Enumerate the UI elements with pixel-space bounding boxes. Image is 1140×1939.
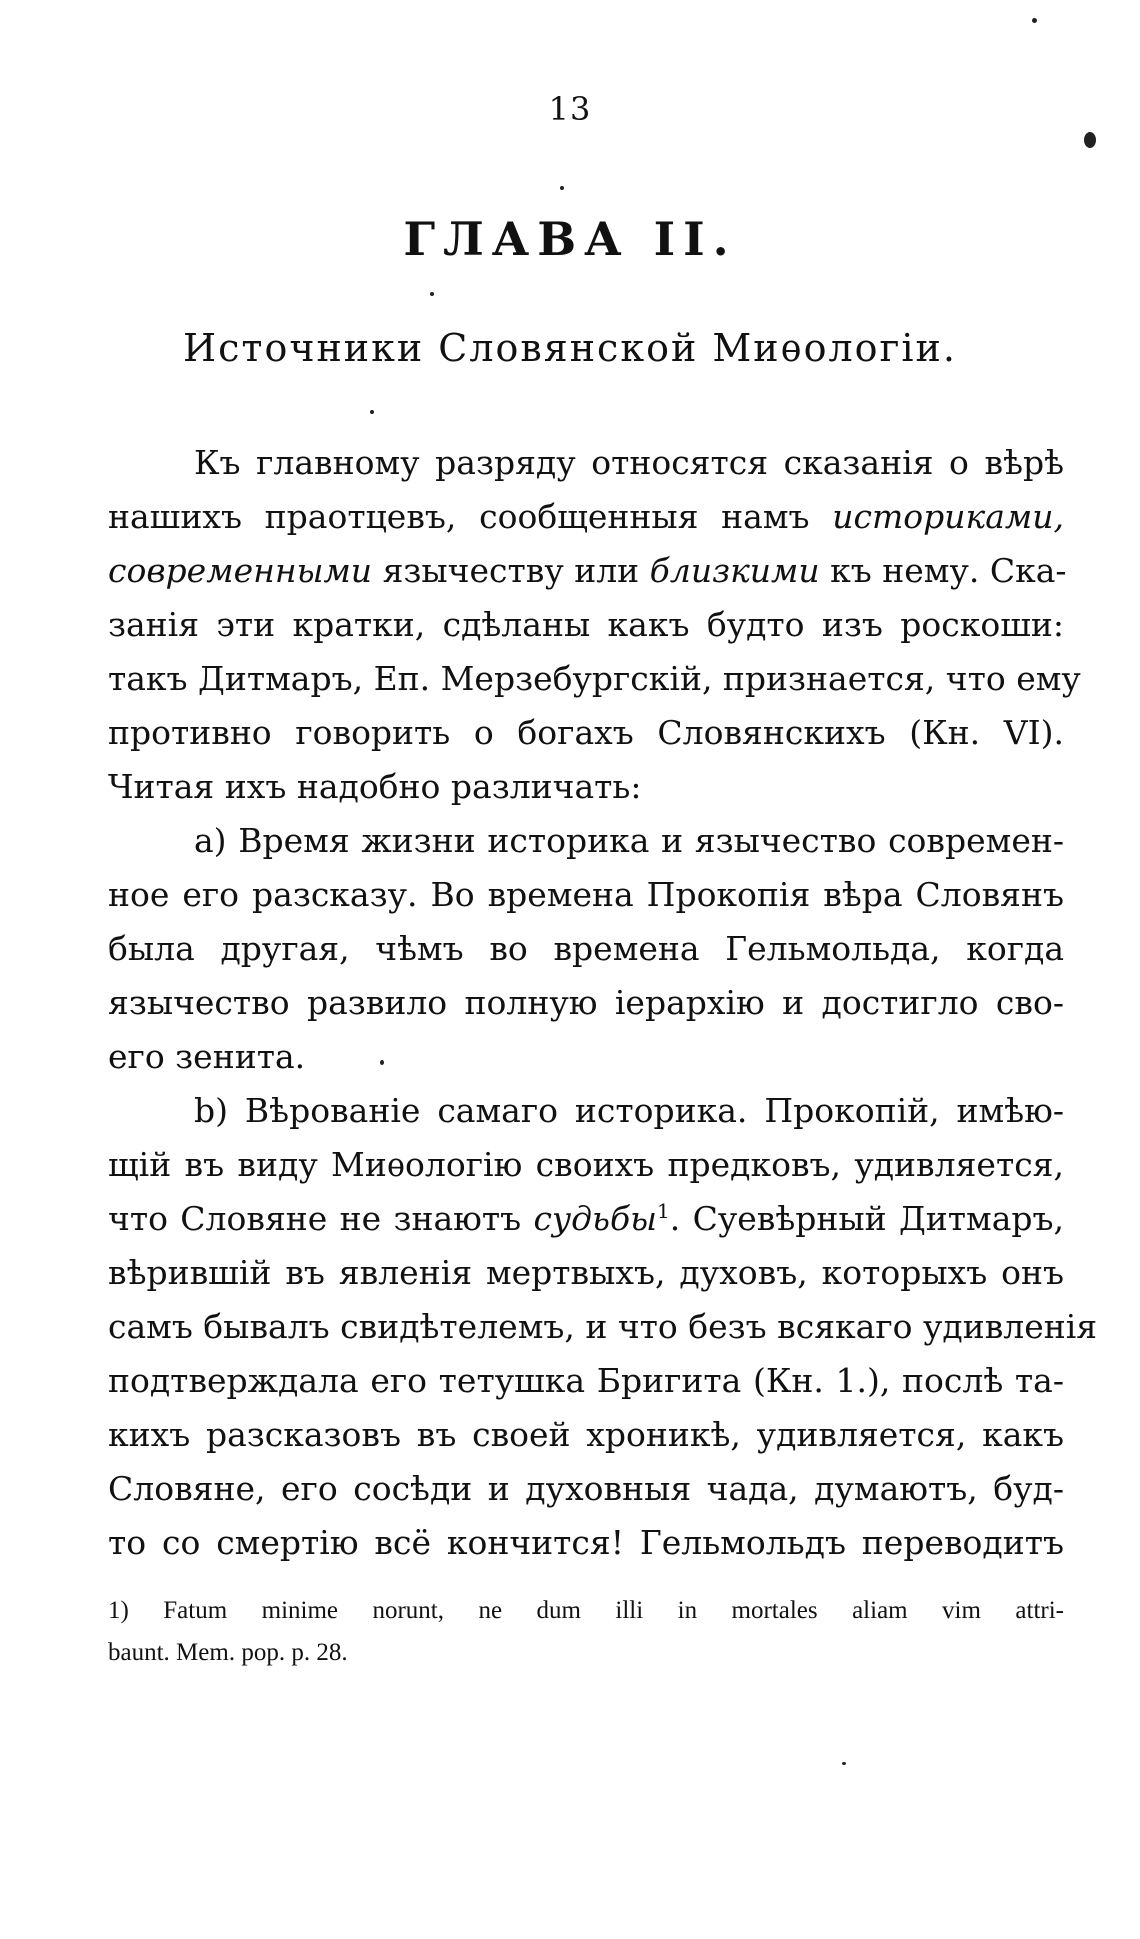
- chapter-subtitle: Источники Словянской Миѳологіи.: [183, 326, 957, 370]
- text-line: [108, 490, 1064, 544]
- text-line: кихъ разсказовъ въ своей хроникѣ, удивляется, какъ: [108, 1415, 1064, 1454]
- text-line: противно говорить о богахъ Словянскихъ (Кн. VI).: [108, 713, 1064, 752]
- scan-speck: [370, 410, 374, 414]
- footnote-line: 1) Fatum minime norunt, ne dum illi in mortales aliam vim attri-: [108, 1597, 1064, 1624]
- italic-term: близкими: [649, 551, 820, 590]
- scan-speck: [560, 186, 564, 190]
- scan-speck: [1084, 132, 1096, 148]
- footnote-marker: 1: [657, 1199, 670, 1223]
- text-line: Читая ихъ надобно различать:: [108, 767, 642, 806]
- text-run: нашихъ праотцевъ, сообщенныя намъ: [108, 497, 833, 536]
- italic-term: современными: [108, 551, 373, 590]
- footnote: [108, 1590, 1064, 1674]
- text-line: Къ главному разряду относятся сказанія о вѣрѣ: [194, 443, 1064, 482]
- text-line: самъ бывалъ свидѣтелемъ, и что безъ всякаго удивленія: [108, 1307, 1098, 1346]
- text-run: къ нему. Ска-: [819, 551, 1067, 590]
- text-line: подтверждала его тетушка Бригита (Кн. 1.), послѣ та-: [108, 1361, 1064, 1400]
- text-run: что Словяне не знаютъ: [108, 1199, 534, 1238]
- text-line: язычество развило полную іерархію и достигло сво-: [108, 983, 1064, 1022]
- text-line: [108, 544, 1067, 598]
- text-line: его зенита.: [108, 1037, 306, 1076]
- text-line: [108, 1192, 1064, 1246]
- text-run: язычеству или: [372, 551, 650, 590]
- body-text: [108, 436, 1098, 1570]
- scan-speck: [380, 1060, 384, 1065]
- text-line: такъ Дитмаръ, Еп. Мерзебургскій, признается, что ему: [108, 659, 1081, 698]
- text-line: ное его разсказу. Во времена Прокопія вѣра Словянъ: [108, 875, 1064, 914]
- text-line: Словяне, его сосѣди и духовныя чада, думаютъ, буд-: [108, 1469, 1064, 1508]
- text-line: была другая, чѣмъ во времена Гельмольда, когда: [108, 929, 1064, 968]
- scan-speck: [430, 292, 434, 296]
- page-number: 13: [548, 90, 592, 128]
- text-line: a) Время жизни историка и язычество современ-: [194, 821, 1064, 860]
- footnote-line: baunt. Mem. pop. p. 28.: [108, 1639, 348, 1666]
- italic-term: историками,: [832, 497, 1064, 536]
- text-line: щій въ виду Миѳологію своихъ предковъ, удивляется,: [108, 1145, 1064, 1184]
- text-line: то со смертію всё кончится! Гельмольдъ переводитъ: [108, 1523, 1064, 1562]
- scan-speck: [1032, 18, 1037, 23]
- text-line: занія эти кратки, сдѣланы какъ будто изъ роскоши:: [108, 605, 1064, 644]
- italic-term: судьбы: [533, 1199, 658, 1238]
- chapter-heading: ГЛАВА II.: [403, 212, 737, 266]
- scan-speck: [842, 1762, 846, 1765]
- text-line: вѣрившій въ явленія мертвыхъ, духовъ, которыхъ онъ: [108, 1253, 1064, 1292]
- text-run: . Суевѣрный Дитмаръ,: [669, 1199, 1065, 1238]
- text-line: b) Вѣрованіе самаго историка. Прокопій, имѣю-: [194, 1091, 1064, 1130]
